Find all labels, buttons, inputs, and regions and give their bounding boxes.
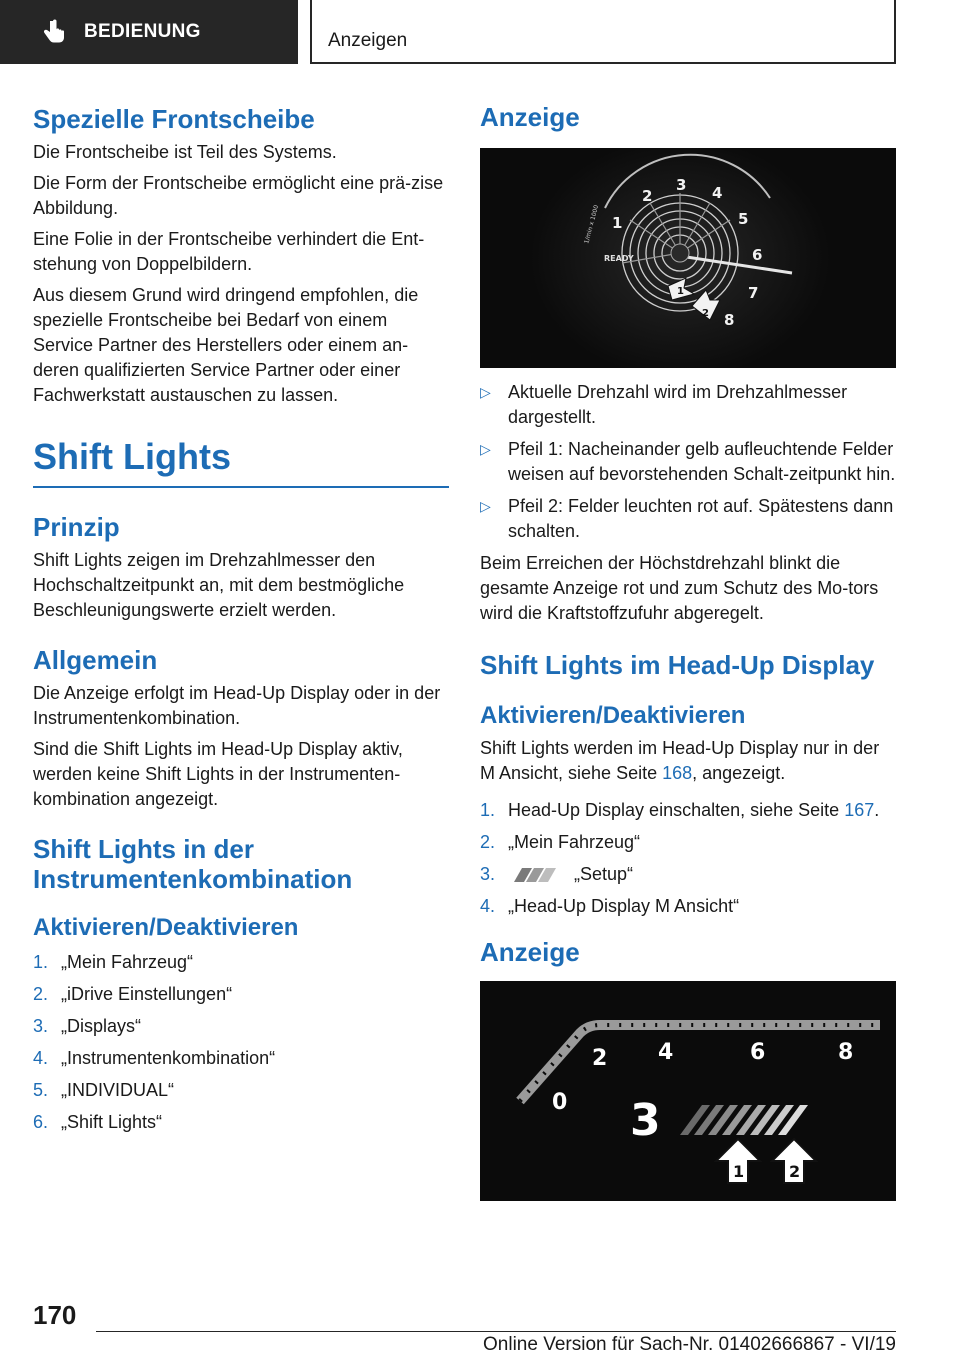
chapter-tab xyxy=(0,0,298,64)
step-text: „Mein Fahrzeug“ xyxy=(508,832,641,852)
hoechstdrehzahl-text: Beim Erreichen der Höchstdrehzahl blinkt die gesamte Anzeige rot und zum Schutz des Mo-tors wird die Kraftstoffzufuhr abgeregelt. xyxy=(480,553,879,623)
hud-subheading: Aktivieren/Deaktivieren xyxy=(480,702,746,729)
hud-scale-number: 6 xyxy=(750,1040,766,1065)
right-column xyxy=(480,100,896,1201)
step-number: 1. xyxy=(33,952,49,972)
hud-intro-text xyxy=(480,736,896,786)
step-number: 6. xyxy=(33,1112,49,1132)
gauge-number: 2 xyxy=(642,187,653,205)
gauge-number: 8 xyxy=(724,311,735,329)
step-text: „Displays“ xyxy=(61,1016,142,1036)
list-item xyxy=(33,1014,449,1039)
step-label: „Setup“ xyxy=(574,864,634,884)
unit-label: 1/min x 1000 xyxy=(583,204,601,245)
shift-lights-title: Shift Lights xyxy=(33,436,449,488)
prinzip-heading: Prinzip xyxy=(33,512,120,542)
step-text: „Instrumentenkombination“ xyxy=(61,1048,276,1068)
hud-intro-before: Shift Lights werden im Head-Up Display nur in der M Ansicht, siehe Seite xyxy=(480,738,880,783)
prinzip-text: Shift Lights zeigen im Drehzahlmesser den Hochschaltzeitpunkt an, mit dem bestmögliche Beschleunigungswerte erzielt werden. xyxy=(33,550,405,620)
step-text: „Shift Lights“ xyxy=(61,1112,163,1132)
step-text: „INDIVIDUAL“ xyxy=(61,1080,175,1100)
hud-steps-list xyxy=(480,798,896,919)
allgemein-heading: Allgemein xyxy=(33,645,158,675)
list-item xyxy=(33,950,449,975)
hud-gear: 3 xyxy=(630,1095,661,1146)
frontscheibe-heading: Spezielle Frontscheibe xyxy=(33,104,315,134)
gauge-number: 4 xyxy=(712,184,723,202)
header-title: Anzeigen xyxy=(328,30,408,51)
allgemein-paragraph: Sind die Shift Lights im Head-Up Display aktiv, werden keine Shift Lights in der Instrumenten-kombination angezeigt. xyxy=(33,739,403,809)
hud-scale-number: 4 xyxy=(658,1040,674,1065)
step-text-before: Head-Up Display einschalten, siehe Seite xyxy=(508,800,845,820)
list-item xyxy=(33,982,449,1007)
tachometer-illustration xyxy=(480,148,896,368)
footer-divider xyxy=(96,1331,896,1332)
step-number: 1. xyxy=(480,800,496,820)
hud-scale-number: 2 xyxy=(592,1046,608,1071)
m-stripes-icon xyxy=(508,866,564,884)
hud-heading: Shift Lights im Head-Up Display xyxy=(480,650,875,680)
tachometer-image xyxy=(480,148,896,368)
chapter-label: BEDIENUNG xyxy=(84,21,201,42)
frontscheibe-paragraph: Die Frontscheibe ist Teil des Systems. xyxy=(33,142,337,162)
footer-text: Online Version für Sach-Nr. 01402666867 - VI/19 xyxy=(483,1334,896,1355)
hud-intro-after: , angezeigt. xyxy=(692,763,786,783)
list-item xyxy=(480,894,896,919)
hud-shift-lights-image xyxy=(480,981,896,1201)
hud-illustration xyxy=(480,981,896,1201)
anzeige-heading: Anzeige xyxy=(480,102,580,132)
hud-scale-number: 0 xyxy=(552,1090,568,1115)
hud-scale-number: 8 xyxy=(838,1040,854,1065)
page-link-167[interactable]: 167 xyxy=(844,800,875,820)
arrow-1-label: 1 xyxy=(677,286,684,297)
step-text xyxy=(508,862,633,887)
anzeige-heading-2: Anzeige xyxy=(480,937,580,967)
ready-label: READY xyxy=(604,254,634,263)
gauge-number: 7 xyxy=(748,284,759,302)
step-text: „iDrive Einstellungen“ xyxy=(61,984,233,1004)
gauge-number: 3 xyxy=(676,176,687,194)
list-item xyxy=(480,862,896,887)
ik-heading: Shift Lights in der Instrumentenkombination xyxy=(33,834,353,894)
bullet-text: Pfeil 2: Felder leuchten rot auf. Spätestens dann schalten. xyxy=(508,496,894,541)
list-item xyxy=(480,437,896,487)
gauge-number: 1 xyxy=(612,214,623,232)
bullet-triangle-icon: ▷ xyxy=(480,384,491,400)
bullet-triangle-icon: ▷ xyxy=(480,441,491,457)
hud-arrow-2-label: 2 xyxy=(789,1162,801,1181)
anzeige-bullet-list xyxy=(480,380,896,544)
step-number: 4. xyxy=(33,1048,49,1068)
step-number: 2. xyxy=(480,832,496,852)
step-number: 5. xyxy=(33,1080,49,1100)
page-link-168[interactable]: 168 xyxy=(662,763,693,783)
hand-pointer-icon xyxy=(40,18,68,46)
step-text xyxy=(508,798,879,823)
list-item xyxy=(480,830,896,855)
list-item xyxy=(33,1110,449,1135)
step-number: 2. xyxy=(33,984,49,1004)
step-number: 4. xyxy=(480,896,496,916)
list-item xyxy=(480,380,896,430)
arrow-2-label: 2 xyxy=(702,308,709,319)
page-number: 170 xyxy=(33,1300,77,1330)
allgemein-paragraph: Die Anzeige erfolgt im Head-Up Display oder in der Instrumentenkombination. xyxy=(33,683,441,728)
bullet-triangle-icon: ▷ xyxy=(480,498,491,514)
ik-subheading: Aktivieren/Deaktivieren xyxy=(33,914,299,941)
gauge-number: 5 xyxy=(738,210,749,228)
ik-steps-list xyxy=(33,950,449,1135)
step-number: 3. xyxy=(480,864,496,884)
hud-arrow-1-label: 1 xyxy=(733,1162,745,1181)
step-text: „Head-Up Display M Ansicht“ xyxy=(508,896,740,916)
frontscheibe-paragraph: Die Form der Frontscheibe ermöglicht eine prä-zise Abbildung. xyxy=(33,173,444,218)
step-text: „Mein Fahrzeug“ xyxy=(61,952,194,972)
list-item xyxy=(480,798,896,823)
step-number: 3. xyxy=(33,1016,49,1036)
bullet-text: Aktuelle Drehzahl wird im Drehzahlmesser dargestellt. xyxy=(508,382,848,427)
frontscheibe-paragraph: Aus diesem Grund wird dringend empfohlen, die spezielle Frontscheibe bei Bedarf von einem Service Partner des Herstellers oder einem an-deren qualifizierten Service Partner oder einer Fachwerkstatt austauschen zu lassen. xyxy=(33,285,419,405)
page-header xyxy=(310,0,896,64)
left-column xyxy=(33,100,449,1142)
list-item xyxy=(33,1078,449,1103)
step-text-after: . xyxy=(874,800,880,820)
list-item xyxy=(33,1046,449,1071)
list-item xyxy=(480,494,896,544)
gauge-number: 6 xyxy=(752,246,763,264)
bullet-text: Pfeil 1: Nacheinander gelb aufleuchtende Felder weisen auf bevorstehenden Schalt-zeitpunkt hin. xyxy=(508,439,896,484)
frontscheibe-paragraph: Eine Folie in der Frontscheibe verhindert die Ent-stehung von Doppelbildern. xyxy=(33,229,425,274)
